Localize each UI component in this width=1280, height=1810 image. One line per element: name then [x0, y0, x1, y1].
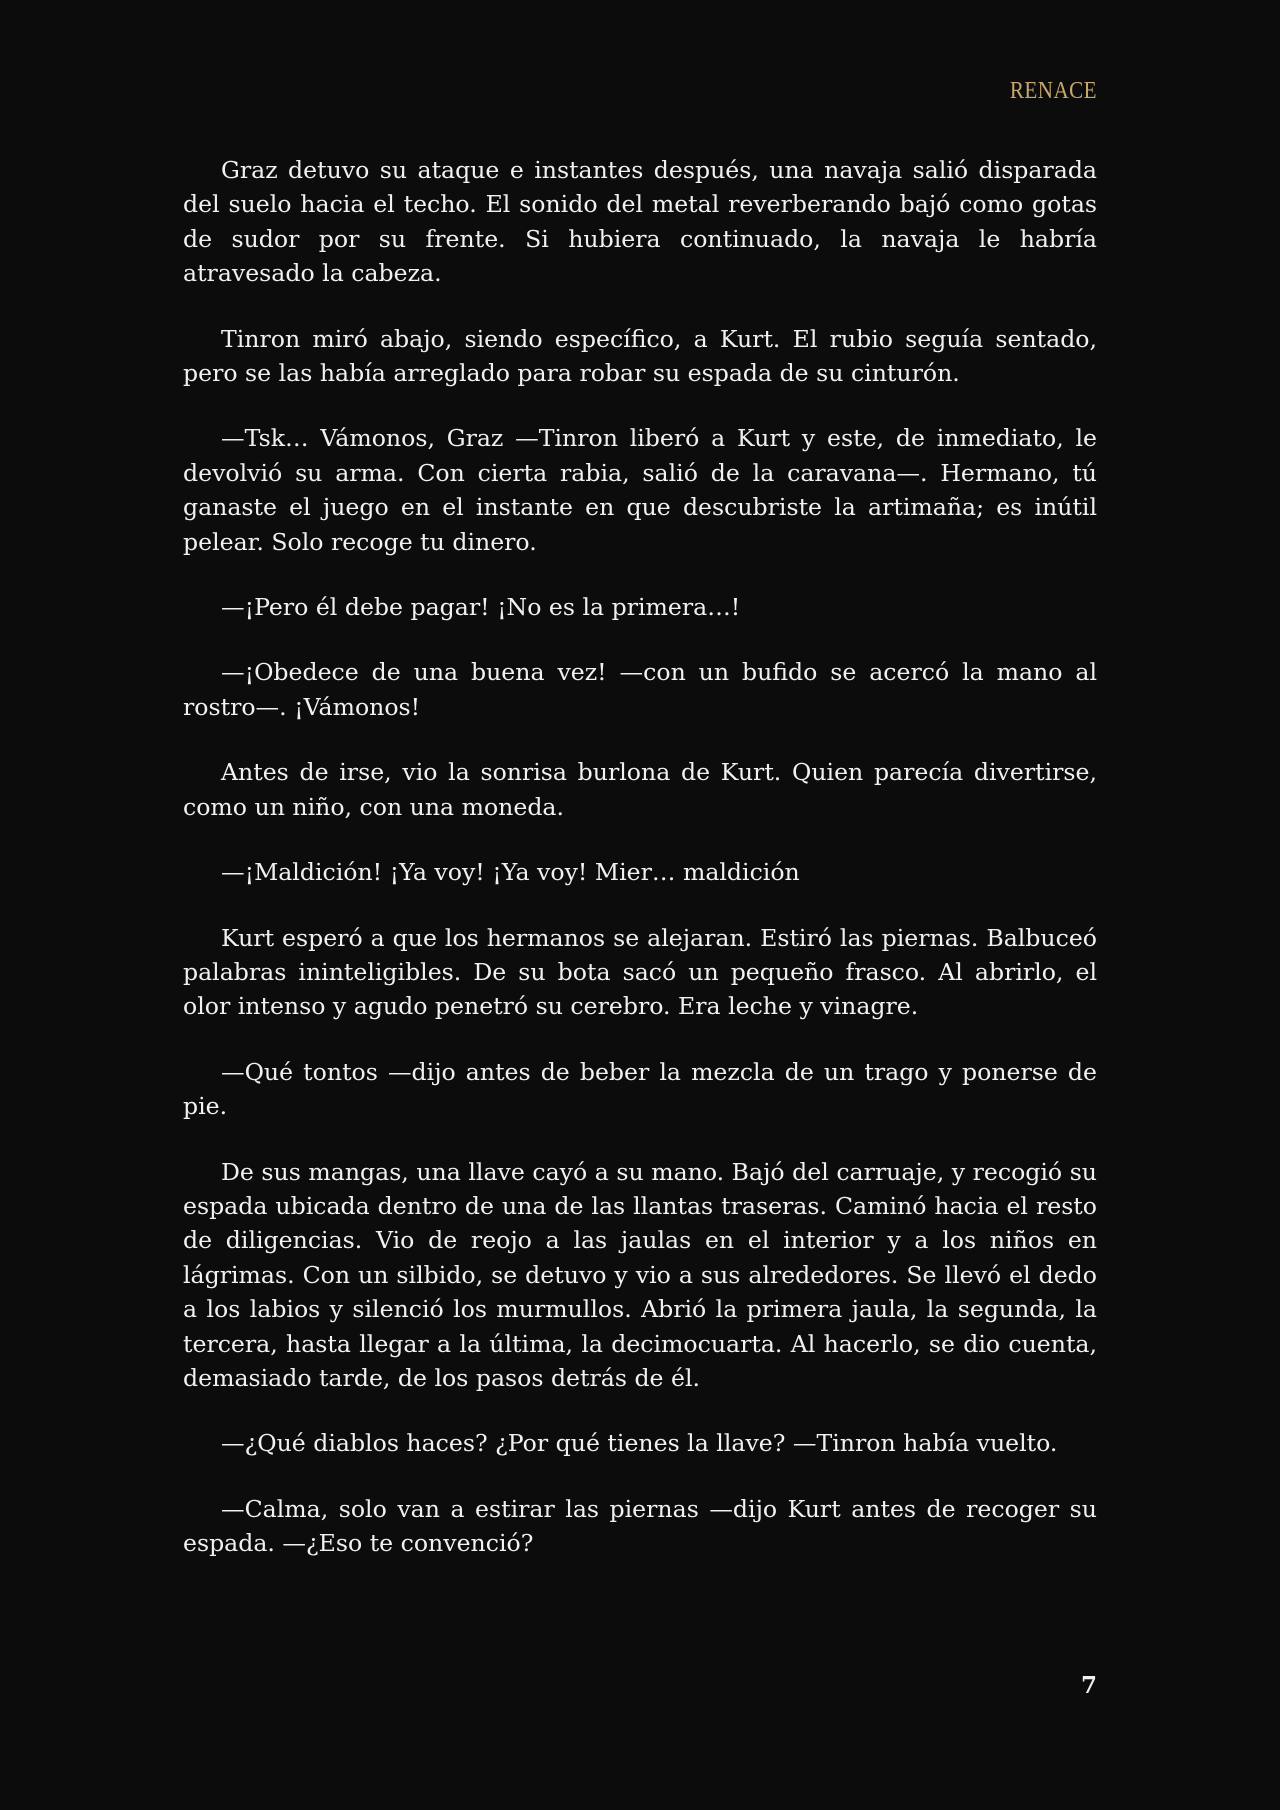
paragraph: —¿Qué diablos haces? ¿Por qué tienes la llave? —Tinron había vuelto.	[221, 1429, 1058, 1458]
paragraph: Kurt esperó a que los hermanos se alejaran. Estiró las piernas. Balbuceó palabras ininteligibles. De su bota sacó un pequeño frasco. Al abrirlo, el olor intenso y agudo penetró su cerebro. Era leche y vinagre.	[183, 923, 1097, 1021]
paragraph: —Calma, solo van a estirar las piernas —dijo Kurt antes de recoger su espada. —¿Eso te convenció?	[183, 1494, 1097, 1558]
paragraph: —¡Maldición! ¡Ya voy! ¡Ya voy! Mier… maldición	[221, 858, 800, 887]
paragraph: —¡Pero él debe pagar! ¡No es la primera…!	[221, 593, 741, 622]
paragraph: Tinron miró abajo, siendo específico, a Kurt. El rubio seguía sentado, pero se las había arreglado para robar su espada de su cinturón.	[183, 324, 1097, 388]
paragraph: —¡Obedece de una buena vez! —con un bufido se acercó la mano al rostro—. ¡Vámonos!	[183, 658, 1097, 721]
running-header: RENACE	[1009, 78, 1097, 104]
paragraph: —Qué tontos —dijo antes de beber la mezcla de un trago y ponerse de pie.	[183, 1057, 1097, 1121]
paragraph: —Tsk… Vámonos, Graz —Tinron liberó a Kurt y este, de inmediato, le devolvió su arma. Con cierta rabia, salió de la caravana—. Hermano, tú ganaste el juego en el instante en que descubriste la artimaña; es inútil pelear. Solo recoge tu dinero.	[183, 424, 1097, 556]
body-text	[183, 153, 1097, 1592]
paragraph: De sus mangas, una llave cayó a su mano. Bajó del carruaje, y recogió su espada ubicada dentro de una de las llantas traseras. Caminó hacia el resto de diligencias. Vio de reojo a las jaulas en el interior y a los niños en lágrimas. Con un silbido, se detuvo y vio a sus alrededores. Se llevó el dedo a los labios y silenció los murmullos. Abrió la primera jaula, la segunda, la tercera, hasta llegar a la última, la decimocuarta. Al hacerlo, se dio cuenta, demasiado tarde, de los pasos detrás de él.	[183, 1157, 1097, 1392]
paragraph: Antes de irse, vio la sonrisa burlona de Kurt. Quien parecía divertirse, como un niño, con una moneda.	[183, 758, 1097, 821]
page-number: 7	[1080, 1672, 1097, 1699]
paragraph: Graz detuvo su ataque e instantes después, una navaja salió disparada del suelo hacia el techo. El sonido del metal reverberando bajó como gotas de sudor por su frente. Si hubiera continuado, la navaja le habría atravesado la cabeza.	[183, 156, 1097, 288]
